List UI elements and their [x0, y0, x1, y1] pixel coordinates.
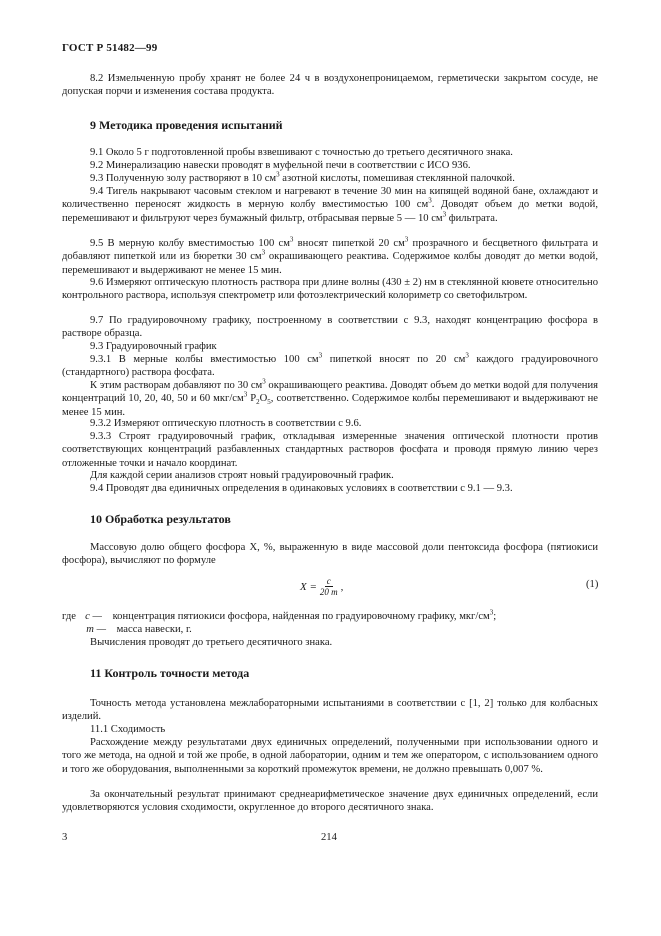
paragraph-11-1: 11.1 Сходимость: [90, 724, 166, 735]
paragraph-solutions: К этим растворам добавляют по 30 $см^3$ окрашивающего реактива. Доводят объем до метки водой для получения концентраций 10, 20, 40, 50 и 60 мкг/$см^3$ $P_2O_5$, соответственно. Содержимое колбы перемешивают и выдерживают не менее 15 мин.: [62, 377, 598, 418]
paragraph-9-3-2: 9.3.2 Измеряют оптическую плотность в соответствии с 9.6.: [90, 418, 362, 429]
paragraph-9-2: 9.2 Минерализацию навески проводят в муфельной печи в соответствии с ИСО 936.: [90, 160, 471, 171]
paragraph-10-intro: Массовую долю общего фосфора X, %, выраженную в виде массовой доли пентоксида фосфора (пятиокиси фосфора), вычисляют по формуле: [62, 542, 598, 567]
page-number-center: 214: [321, 832, 337, 843]
where-m: m — масса навески, г.: [86, 624, 192, 635]
section-9-heading: 9 Методика проведения испытаний: [90, 118, 283, 132]
paragraph-11-final: За окончательный результат принимают среднеарифметическое значение двух единичных определений, если удовлетворяются условия сходимости, округленное до второго десятичного знака.: [62, 789, 598, 814]
paragraph-9-5: 9.5 В мерную колбу вместимостью 100 $см^3$ вносят пипеткой 20 $см^3$ прозрачного и бесцветного фильтрата и добавляют пипеткой или из бюретки 30 $см^3$ окрашивающего реактива. Содержимое колбы доводят до метки водой, перемешивают и выдерживают не менее 15 мин.: [62, 235, 599, 276]
formula-1: [300, 576, 343, 597]
page-number-left: 3: [62, 832, 68, 843]
document-header: ГОСТ Р 51482—99: [62, 42, 158, 54]
formula-tail: ,: [340, 580, 344, 593]
formula-fraction: [320, 576, 338, 597]
paragraph-8-2: 8.2 Измельченную пробу хранят не более 24 ч в воздухонепроницаемом, герметически закрытом сосуде, не допуская порчи и изменения состава продукта.: [62, 73, 598, 98]
paragraph-new-graph: Для каждой серии анализов строят новый градуировочный график.: [90, 470, 394, 481]
paragraph-11-discrepancy: Расхождение между результатами двух единичных определений, полученными при использовании одного и того же метода, на одной и той же пробе, в одной лаборатории, одним и тем же оператором, с использованием одного и того же оборудования, выполненными за короткий промежуток времени, не должно превышать 0,007 %.: [62, 737, 598, 775]
paragraph-9-3-heading: 9.3 Градуировочный график: [90, 341, 217, 352]
section-10-heading: 10 Обработка результатов: [90, 512, 231, 526]
paragraph-9-7: 9.7 По градуировочному графику, построенному в соответствии с 9.3, находят концентрацию фосфора в растворе образца.: [62, 315, 598, 340]
formula-lhs: X =: [300, 580, 317, 593]
paragraph-10-calc: Вычисления проводят до третьего десятичного знака.: [90, 637, 333, 648]
equation-number: (1): [586, 579, 599, 590]
paragraph-9-3-3: 9.3.3 Строят градуировочный график, откладывая измеренные значения оптической плотности против соответствующих концентраций разбавленных стандартных растворов фосфата и проводя прямую линию через отложенные точки и начало координат.: [62, 431, 598, 469]
paragraph-9-1: 9.1 Около 5 г подготовленной пробы взвешивают с точностью до третьего десятичного знака.: [90, 147, 513, 158]
formula-numerator: c: [326, 576, 331, 586]
paragraph-11-intro: Точность метода установлена межлабораторными испытаниями в соответствии с [1, 2] только для колбасных изделий.: [62, 698, 598, 723]
paragraph-9-3: 9.3 Полученную золу растворяют в 10 $см^3$ азотной кислоты, помешивая стеклянной палочкой.: [90, 170, 515, 184]
paragraph-9-3-1: 9.3.1 В мерные колбы вместимостью 100 $см^3$ пипеткой вносят по 20 $см^3$ каждого градуировочного (стандартного) раствора фосфата.: [62, 351, 598, 379]
paragraph-9-6: 9.6 Измеряют оптическую плотность раствора при длине волны (430 ± 2) нм в стеклянной кювете относительно контрольного раствора, используя спектрометр или фотоэлектрический колориметр со светофильтром.: [62, 277, 598, 302]
where-c: где c — концентрация пятиокиси фосфора, найденная по градуировочному графику, мкг/$см^3$;: [62, 608, 497, 622]
section-11-heading: 11 Контроль точности метода: [90, 666, 250, 680]
formula-denominator: 20 m: [319, 587, 338, 597]
paragraph-9-4-final: 9.4 Проводят два единичных определения в одинаковых условиях в соответствии с 9.1 — 9.3.: [90, 483, 513, 494]
paragraph-9-4: 9.4 Тигель накрывают часовым стеклом и нагревают в течение 30 мин на кипящей водяной бане, охлаждают и количественно переносят жидкость в мерную колбу вместимостью 100 $см^3$. Доводят объем до метки водой, перемешивают и фильтруют через бумажный фильтр, отбрасывая первые 5 — 10 $см^3$ фильтрата.: [62, 186, 598, 224]
